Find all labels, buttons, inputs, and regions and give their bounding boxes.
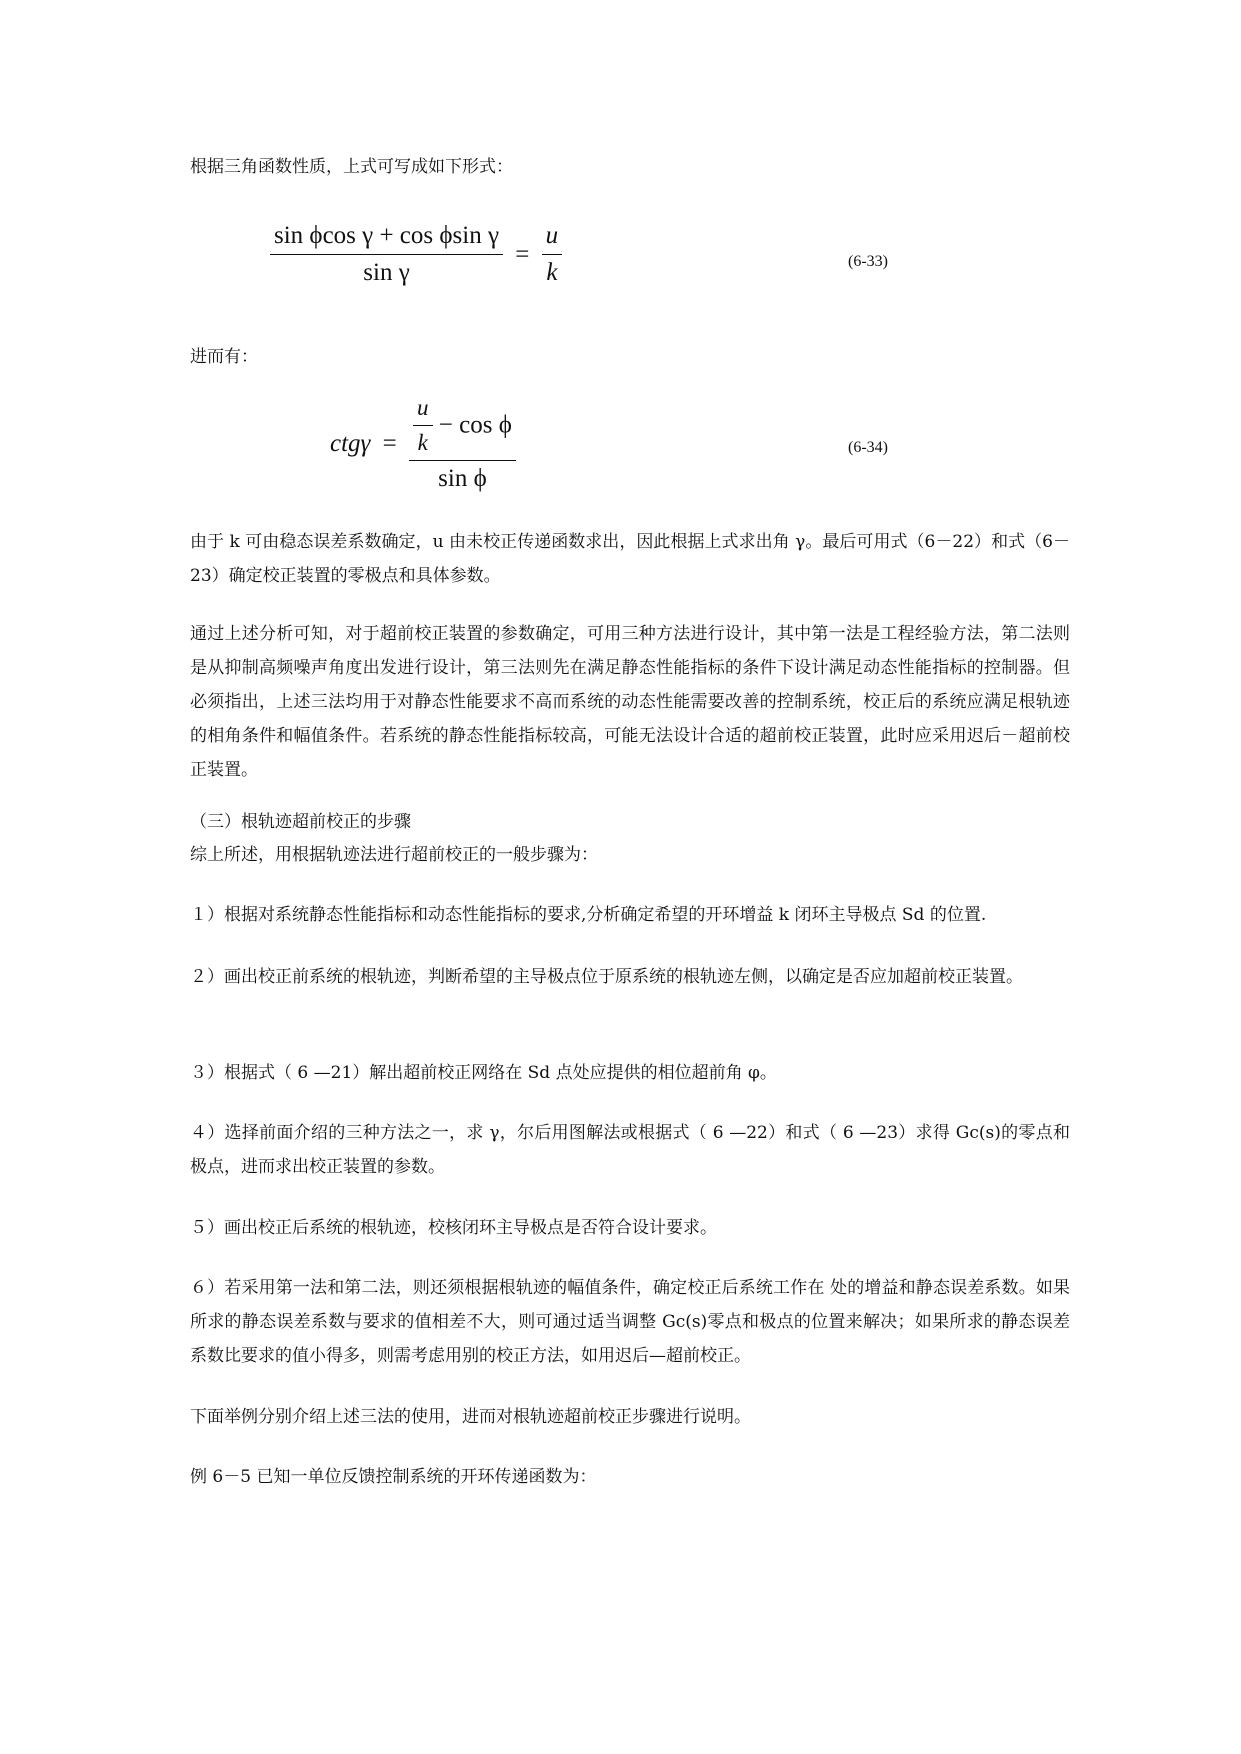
equation-6-34-numerator-rest: − cos ϕ xyxy=(438,411,512,439)
step-3: ３）根据式（ 6 —21）解出超前校正网络在 Sd 点处应提供的相位超前角 φ。 xyxy=(190,1063,777,1083)
paragraph-examples: 下面举例分别介绍上述三法的使用，进而对根轨迹超前校正步骤进行说明。 xyxy=(190,1407,751,1427)
step-2: ２）画出校正前系统的根轨迹，判断希望的主导极点位于原系统的根轨迹左侧，以确定是否应加超前校正装置。 xyxy=(190,967,1023,987)
equation-6-33-rhs-denominator: k xyxy=(546,259,558,286)
equation-6-33-numerator: sin ϕcos γ + cos ϕsin γ xyxy=(270,222,503,255)
step-5: ５）画出校正后系统的根轨迹，校核闭环主导极点是否符合设计要求。 xyxy=(190,1218,717,1238)
equation-6-34-numerator xyxy=(409,395,516,461)
paragraph-example-6-5: 例 6－5 已知一单位反馈控制系统的开环传递函数为： xyxy=(190,1467,597,1487)
equation-6-34-inner-fraction xyxy=(413,395,433,456)
step-6: ６）若采用第一法和第二法，则还须根据根轨迹的幅值条件，确定校正后系统工作在 处的增益和静态误差系数。如果所求的静态误差系数与要求的值相差不大，则可通过适当调整 Gc(s)零点和极点的位置来解决；如果所求的静态误差系数比要求的值小得多，则需考虑用别的校正方法，如用迟后—超前校正。 xyxy=(190,1278,1070,1366)
equation-6-33-lhs xyxy=(270,222,503,287)
equation-6-34 xyxy=(330,395,516,493)
equation-6-34-inner-denominator: k xyxy=(417,430,428,455)
equation-number-6-34: (6-34) xyxy=(848,439,888,456)
section-heading: （三）根轨迹超前校正的步骤 xyxy=(190,812,411,832)
step-4: ４）选择前面介绍的三种方法之一，求 γ，尔后用图解法或根据式（ 6 —22）和式（ 6 —23）求得 Gc(s)的零点和极点，进而求出校正装置的参数。 xyxy=(190,1123,1070,1177)
equation-6-33-denominator: sin γ xyxy=(363,259,410,286)
equation-6-33 xyxy=(270,222,562,287)
paragraph-k-determined: 由于 k 可由稳态误差系数确定，u 由未校正传递函数求出，因此根据上式求出角 γ。最后可用式（6－22）和式（6－23）确定校正装置的零极点和具体参数。 xyxy=(190,532,1070,586)
equation-6-34-equals: = xyxy=(382,430,397,457)
equation-6-34-denominator: sin ϕ xyxy=(438,465,487,492)
equation-6-34-fraction xyxy=(409,395,516,493)
paragraph-intro: 根据三角函数性质，上式可写成如下形式： xyxy=(190,157,513,177)
step-1: １）根据对系统静态性能指标和动态性能指标的要求,分析确定希望的开环增益 k 闭环主导极点 Sd 的位置. xyxy=(190,905,987,925)
equation-6-33-rhs-numerator: u xyxy=(542,222,563,255)
equation-6-34-inner-numerator: u xyxy=(413,395,433,426)
paragraph-thus: 进而有： xyxy=(190,347,258,367)
paragraph-summary: 综上所述，用根据轨迹法进行超前校正的一般步骤为： xyxy=(190,845,598,865)
equation-6-34-lhs: ctgγ xyxy=(330,430,371,457)
equation-6-33-rhs xyxy=(542,222,563,287)
equation-number-6-33: (6-33) xyxy=(848,253,888,270)
equation-6-33-equals: = xyxy=(515,240,530,268)
paragraph-analysis: 通过上述分析可知，对于超前校正装置的参数确定，可用三种方法进行设计，其中第一法是工程经验方法，第二法则是从抑制高频噪声角度出发进行设计，第三法则先在满足静态性能指标的条件下设计满足动态性能指标的控制器。但必须指出，上述三法均用于对静态性能要求不高而系统的动态性能需要改善的控制系统，校正后的系统应满足根轨迹的相角条件和幅值条件。若系统的静态性能指标较高，可能无法设计合适的超前校正装置，此时应采用迟后－超前校正装置。 xyxy=(190,624,1070,780)
